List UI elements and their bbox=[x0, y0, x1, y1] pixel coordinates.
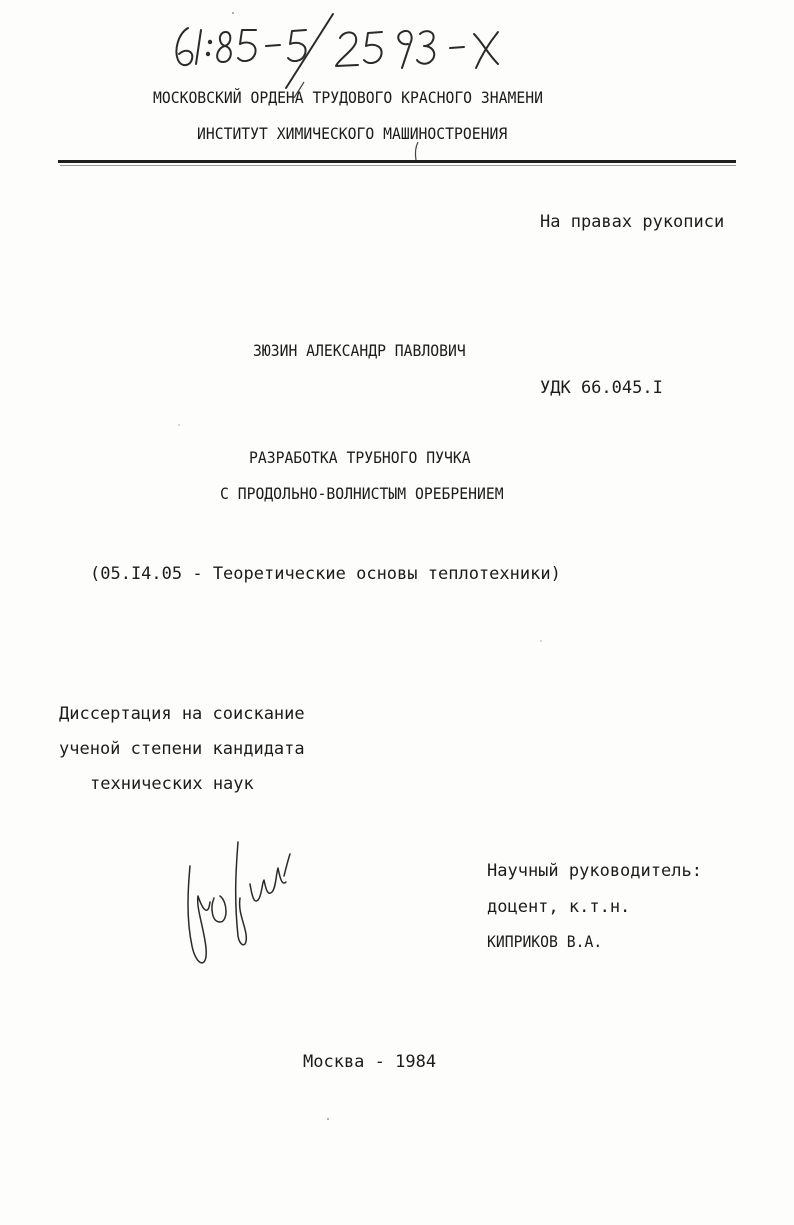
institute-header-line2: ИНСТИТУТ ХИМИЧЕСКОГО МАШИНОСТРОЕНИЯ bbox=[197, 124, 508, 143]
archive-code-glyphs bbox=[168, 10, 508, 90]
specialty-code: (05.I4.05 - Теоретические основы теплотехники) bbox=[90, 564, 561, 584]
thesis-title-line1: РАЗРАБОТКА ТРУБНОГО ПУЧКА bbox=[249, 448, 471, 467]
institute-header-line1: МОСКОВСКИЙ ОРДЕНА ТРУДОВОГО КРАСНОГО ЗНАМЕНИ bbox=[153, 88, 543, 107]
paper-speck bbox=[178, 424, 180, 426]
paper-speck bbox=[232, 12, 234, 14]
degree-line1: Диссертация на соискание bbox=[59, 704, 305, 724]
city-year: Москва - 1984 bbox=[303, 1052, 437, 1072]
header-rule-thin bbox=[60, 165, 736, 166]
thesis-title-line2: С ПРОДОЛЬНО-ВОЛНИСТЫМ ОРЕБРЕНИЕМ bbox=[220, 484, 504, 503]
archive-code-handwritten bbox=[168, 10, 508, 90]
degree-line3: технических наук bbox=[90, 774, 254, 794]
pen-mark bbox=[412, 140, 422, 162]
author-name: ЗЮЗИН АЛЕКСАНДР ПАВЛОВИЧ bbox=[253, 341, 466, 360]
pen-mark bbox=[290, 80, 310, 100]
supervisor-name: КИПРИКОВ В.А. bbox=[487, 932, 603, 951]
supervisor-line1: Научный руководитель: bbox=[487, 861, 702, 881]
header-rule bbox=[58, 160, 736, 163]
manuscript-note: На правах рукописи bbox=[540, 212, 725, 232]
paper-speck bbox=[540, 640, 542, 642]
udc-code: УДК 66.045.I bbox=[540, 378, 663, 398]
signature bbox=[178, 838, 308, 978]
degree-line2: ученой степени кандидата bbox=[59, 739, 305, 759]
supervisor-line2: доцент, к.т.н. bbox=[487, 897, 631, 917]
paper-speck bbox=[327, 1118, 329, 1120]
signature-strokes bbox=[178, 838, 308, 978]
